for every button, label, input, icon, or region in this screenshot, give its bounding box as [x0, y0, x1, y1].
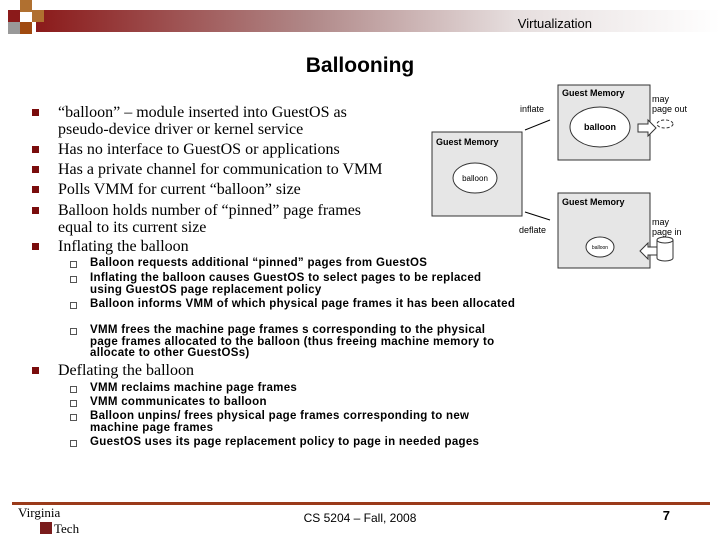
bullet-marker	[32, 207, 39, 214]
sub-bullet-marker	[70, 261, 77, 268]
bullet	[58, 161, 428, 178]
ballooning-diagram	[420, 80, 720, 270]
sub-bullet	[90, 325, 500, 360]
sub-bullet-marker	[70, 302, 77, 309]
page-number: 7	[662, 508, 670, 523]
sub-bullet	[90, 397, 530, 409]
bullet	[58, 181, 428, 198]
virginia-tech-logo: Virginia Tech	[18, 505, 80, 536]
sub-bullet-marker	[70, 400, 77, 407]
sub-bullet	[90, 299, 530, 311]
decor-square	[20, 0, 32, 12]
inflate-label: inflate	[520, 104, 545, 114]
sub-bullet-marker	[70, 276, 77, 283]
bullet-marker	[32, 243, 39, 250]
section-title: Virtualization	[517, 16, 592, 31]
inflate-arrow	[525, 120, 550, 130]
bullet	[58, 104, 388, 138]
sub-bullet-text: Balloon requests additional “pinned” pages from GuestOS	[90, 257, 428, 269]
bullet-marker	[32, 186, 39, 193]
guest-memory-deflated	[558, 193, 650, 268]
balloon-label: balloon	[591, 245, 609, 251]
bullet	[58, 202, 388, 236]
guest-memory-label: Guest Memory	[562, 197, 625, 207]
sub-bullet-marker	[70, 328, 77, 335]
balloon-label: balloon	[462, 174, 488, 183]
may-page-in-label: may page in	[652, 217, 682, 237]
decor-square	[8, 22, 20, 34]
bullet-marker	[32, 146, 39, 153]
guest-memory-left	[432, 132, 522, 216]
balloon-label: balloon	[584, 122, 616, 132]
bullet-text: Has a private channel for communication to VMM	[58, 161, 383, 178]
sub-bullet-text: GuestOS uses its page replacement policy to page in needed pages	[90, 436, 480, 448]
disk-icon	[657, 120, 673, 128]
sub-bullet-text: VMM reclaims machine page frames	[90, 382, 298, 394]
sub-bullet-text: VMM frees the machine page frames s corresponding to the physical page frames allocated to the balloon (thus freeing machine memory to allocate to other GuestOSs)	[90, 324, 495, 359]
sub-bullet	[90, 383, 530, 395]
bullet	[58, 362, 428, 379]
deflate-label: deflate	[519, 225, 547, 235]
sub-bullet-text: Balloon unpins/ frees physical page frames corresponding to new machine page frames	[90, 410, 470, 434]
footer-rule	[12, 502, 710, 505]
may-page-out-label: may page out	[652, 94, 688, 114]
bullet	[58, 238, 428, 255]
guest-memory-label: Guest Memory	[562, 88, 625, 98]
bullet-text: “balloon” – module inserted into GuestOS as pseudo-device driver or kernel service	[58, 104, 347, 138]
sub-bullet	[90, 411, 500, 434]
bullet-marker	[32, 109, 39, 116]
sub-bullet-marker	[70, 386, 77, 393]
bullet-text: Inflating the balloon	[58, 238, 189, 255]
bullet-text: Balloon holds number of “pinned” page frames equal to its current size	[58, 202, 362, 236]
bullet-marker	[32, 367, 39, 374]
disk-icon	[657, 237, 673, 261]
bullet-text: Deflating the balloon	[58, 362, 194, 379]
decor-square	[8, 10, 20, 22]
bullet-marker	[32, 166, 39, 173]
course-label: CS 5204 – Fall, 2008	[303, 511, 417, 525]
header-bar	[36, 10, 720, 32]
sub-bullet-text: Inflating the balloon causes GuestOS to select pages to be replaced using GuestOS page replacement policy	[90, 272, 482, 296]
guest-memory-inflated	[558, 85, 650, 160]
bullet-text: Has no interface to GuestOS or applications	[58, 141, 340, 158]
sub-bullet-marker	[70, 414, 77, 421]
sub-bullet-text: Balloon informs VMM of which physical page frames it has been allocated	[90, 298, 516, 310]
decor-square	[20, 22, 32, 34]
sub-bullet	[90, 273, 490, 296]
bullet-text: Polls VMM for current “balloon” size	[58, 181, 301, 198]
guest-memory-label: Guest Memory	[436, 137, 499, 147]
bullet	[58, 141, 428, 158]
deflate-arrow	[525, 212, 550, 220]
slide-title: Ballooning	[305, 54, 415, 77]
sub-bullet-marker	[70, 440, 77, 447]
sub-bullet	[90, 437, 500, 449]
decor-square	[32, 10, 44, 22]
sub-bullet-text: VMM communicates to balloon	[90, 396, 267, 408]
